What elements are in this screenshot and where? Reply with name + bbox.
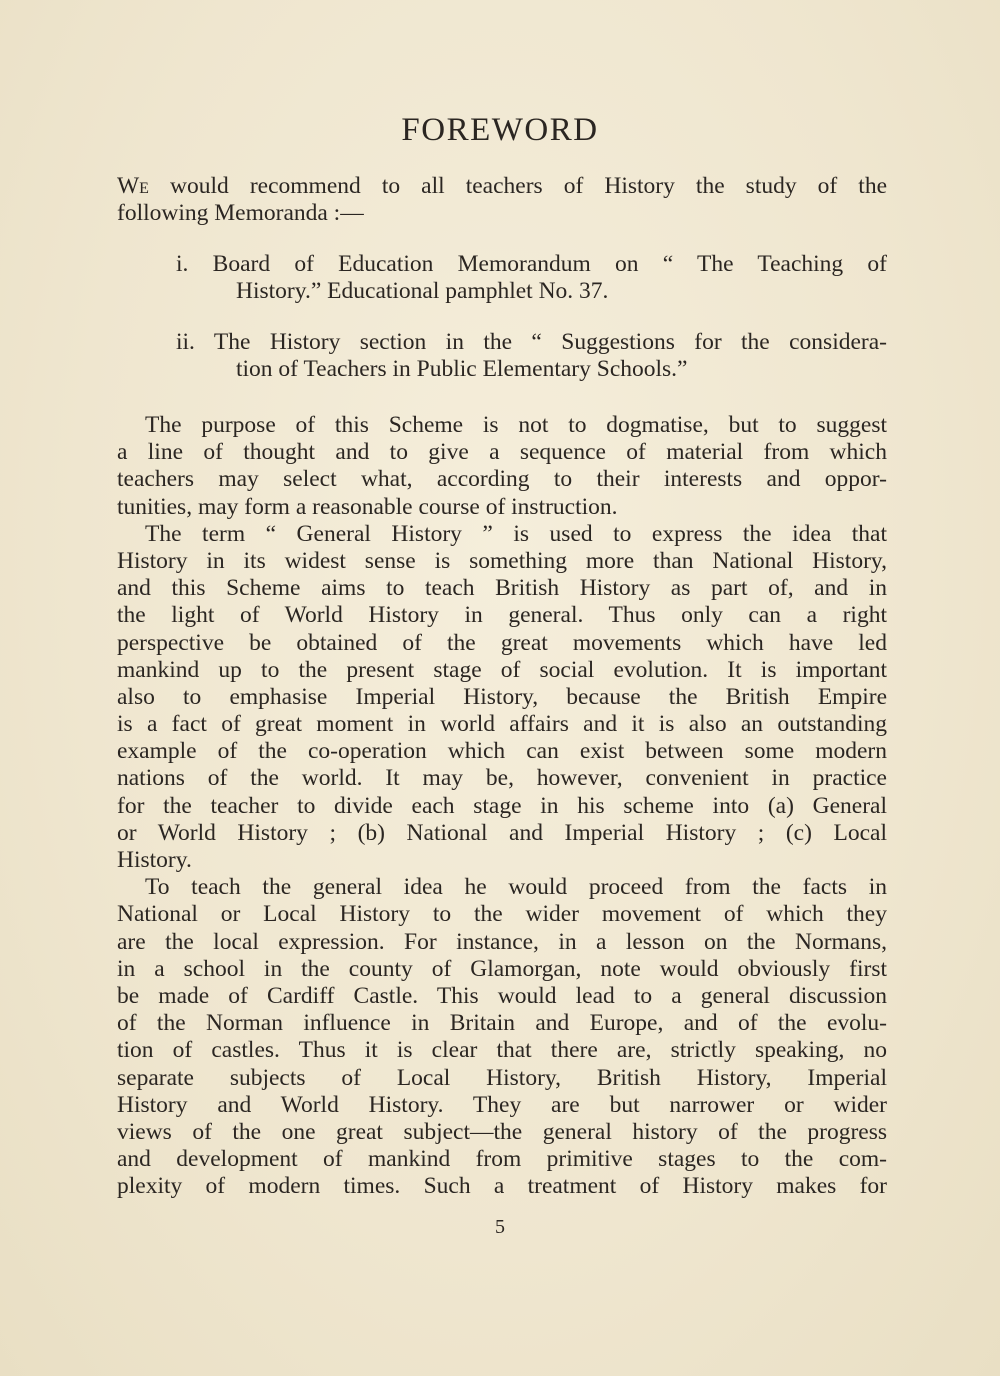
paragraph-line: and this Scheme aims to teach British History as part of, and in [117,575,887,602]
paragraph-line: is a fact of great moment in world affairs and it is also an outstanding [117,711,887,738]
paragraph [117,874,887,1200]
memorandum-line: History.” Educational pamphlet No. 37. [236,278,609,305]
intro-paragraph [117,173,887,227]
paragraph-line: perspective be obtained of the great movements which have led [117,629,887,656]
paragraph-line: the light of World History in general. Thus only can a right [117,602,887,629]
paragraph-line: nations of the world. It may be, however, convenient in practice [117,765,887,792]
body-paragraphs [117,412,887,1200]
paragraph-line: teachers may select what, according to their interests and oppor- [117,466,887,493]
intro-first-word: We [117,173,149,199]
paragraph-line: views of the one great subject—the general history of the progress [117,1118,887,1145]
paragraph-line: tunities, may form a reasonable course of instruction. [117,493,618,520]
paragraph-line: also to emphasise Imperial History, because the British Empire [117,683,887,710]
intro-line [117,173,887,200]
paragraph-line: The purpose of this Scheme is not to dogmatise, but to suggest [145,412,887,438]
paragraph-line: for the teacher to divide each stage in his scheme into (a) General [117,792,887,819]
memorandum-line: i. Board of Education Memorandum on “ The Teaching of [176,251,887,277]
paragraph-line: tion of castles. Thus it is clear that there are, strictly speaking, no [117,1037,887,1064]
memorandum-line: ii. The History section in the “ Suggestions for the considera- [176,329,887,355]
paragraph-line: History. [117,847,192,873]
paragraph [117,521,887,874]
paragraph-line: example of the co-operation which can exist between some modern [117,738,887,765]
page-number: 5 [495,1216,505,1238]
memorandum-line: tion of Teachers in Public Elementary Schools.” [236,356,688,383]
paragraph-line: mankind up to the present stage of social evolution. It is important [117,656,887,683]
memorandum-item [117,251,887,305]
paragraph-line: National or Local History to the wider movement of which they [117,901,887,928]
paragraph [117,412,887,521]
paragraph-line: separate subjects of Local History, British History, Imperial [117,1064,887,1091]
paragraph-line: a line of thought and to give a sequence of material from which [117,439,887,466]
intro-line: following Memoranda :— [117,200,364,227]
page-title: FOREWORD [401,112,599,148]
paragraph-line: The term “ General History ” is used to express the idea that [145,520,887,547]
paragraph-line: of the Norman influence in Britain and Europe, and of the evolu- [117,1010,887,1037]
paragraph-line: or World History ; (b) National and Imperial History ; (c) Local [117,819,887,846]
paragraph-line: be made of Cardiff Castle. This would lead to a general discussion [117,982,887,1009]
paragraph-line: plexity of modern times. Such a treatment of History makes for [117,1173,887,1200]
paragraph-line: History in its widest sense is something more than National History, [117,547,887,574]
paragraph-line: History and World History. They are but narrower or wider [117,1091,887,1118]
intro-line-text: would recommend to all teachers of History the study of the [170,173,887,199]
memorandum-item [117,329,887,383]
paragraph-line: and development of mankind from primitive stages to the com- [117,1146,887,1173]
paragraph-line: are the local expression. For instance, in a lesson on the Normans, [117,928,887,955]
paragraph-line: To teach the general idea he would proceed from the facts in [145,874,887,901]
paragraph-line: in a school in the county of Glamorgan, note would obviously first [117,955,887,982]
